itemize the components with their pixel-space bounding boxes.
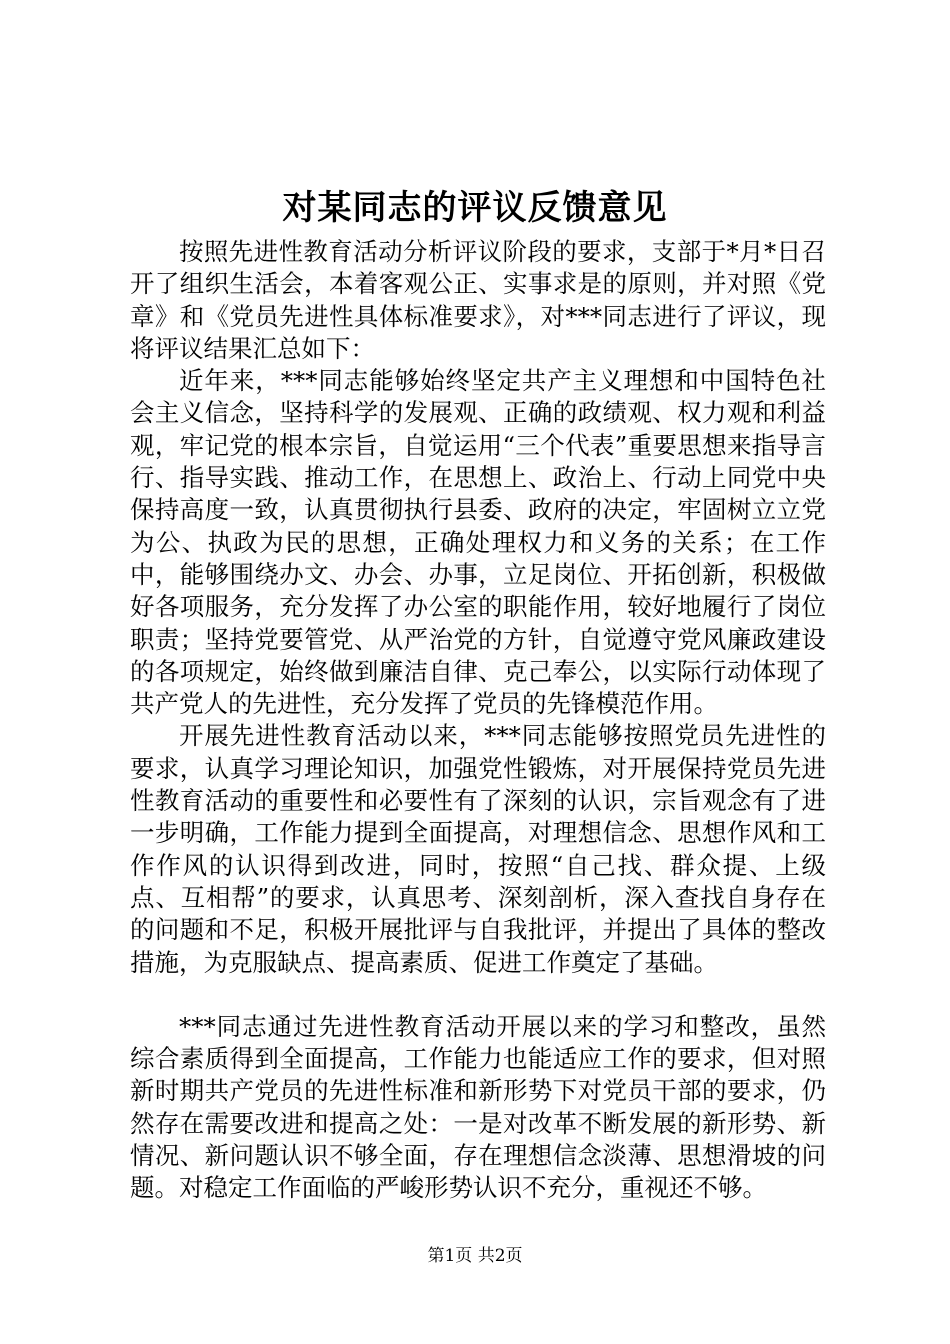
page-footer: 第1页 共2页 — [427, 1246, 523, 1266]
paragraph-education-activity: 开展先进性教育活动以来，***同志能够按照党员先进性的要求，认真学习理论知识，加强党性锻炼，对开展保持党员先进性教育活动的重要性和必要性有了深刻的认识，宗旨观念有了进一步明确，工作能力提到全面提高，对理想信念、思想作风和工作作风的认识得到改进，同时，按照“自己找、群众提、上级点、互相帮”的要求，认真思考、深刻剖析，深入查找自身存在的问题和不足，积极开展批评与自我批评，并提出了具体的整改措施，为克服缺点、提高素质、促进工作奠定了基础。 — [130, 721, 826, 977]
paragraph-spacer — [130, 979, 826, 1011]
page-title: 对某同志的评议反馈意见 — [282, 188, 668, 228]
paragraph-performance: 近年来，***同志能够始终坚定共产主义理想和中国特色社会主义信念，坚持科学的发展观、正确的政绩观、权力观和利益观，牢记党的根本宗旨，自觉运用“三个代表”重要思想来指导言行、指导实践、推动工作，在思想上、政治上、行动上同党中央保持高度一致，认真贯彻执行县委、政府的决定，牢固树立立党为公、执政为民的思想，正确处理权力和义务的关系；在工作中，能够围绕办文、办会、办事，立足岗位、开拓创新，积极做好各项服务，充分发挥了办公室的职能作用，较好地履行了岗位职责；坚持党要管党、从严治党的方针，自觉遵守党风廉政建设的各项规定，始终做到廉洁自律、克己奉公，以实际行动体现了共产党人的先进性，充分发挥了党员的先锋模范作用。 — [130, 366, 826, 719]
paragraph-shortcomings: ***同志通过先进性教育活动开展以来的学习和整改，虽然综合素质得到全面提高，工作能力也能适应工作的要求，但对照新时期共产党员的先进性标准和新形势下对党员干部的要求，仍然存在需要改进和提高之处：一是对改革不断发展的新形势、新情况、新问题认识不够全面，存在理想信念淡薄、思想滑坡的问题。对稳定工作面临的严峻形势认识不充分，重视还不够。 — [130, 1011, 826, 1203]
paragraph-intro: 按照先进性教育活动分析评议阶段的要求，支部于*月*日召开了组织生活会，本着客观公正、实事求是的原则，并对照《党章》和《党员先进性具体标准要求》，对***同志进行了评议，现将评议结果汇总如下： — [130, 237, 826, 363]
document-body — [130, 236, 826, 1205]
